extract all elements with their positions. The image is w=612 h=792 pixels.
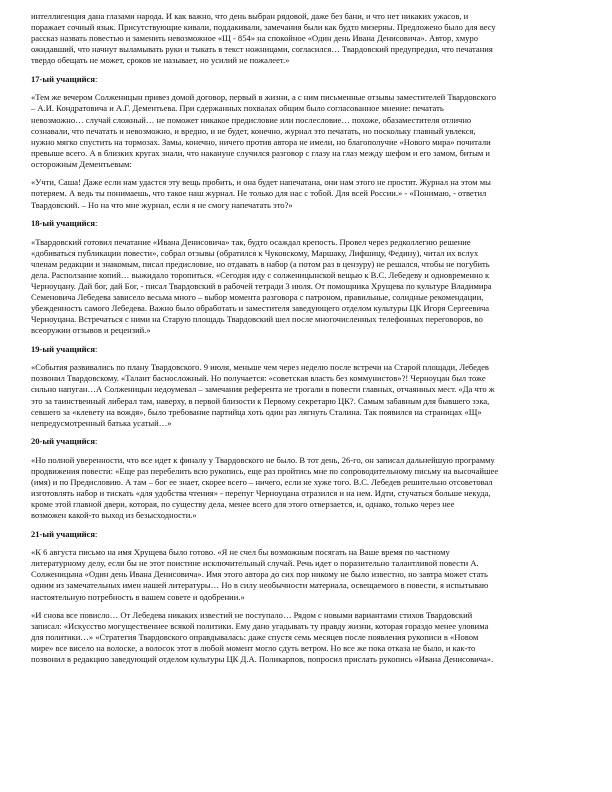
paragraph-line: возможен какой-то выход из безысходности.» xyxy=(31,510,197,521)
paragraph-line: превыше всего. А в близких кругах знали, что накануне случился разговор с глазу на глаз между шефом и его замом, битым и xyxy=(31,147,490,158)
paragraph-line: «Твардовский готовил печатание «Ивана Денисовича» так, будто осаждал крепость. Провел через редколлегию решение xyxy=(31,236,471,247)
paragraph xyxy=(31,92,586,170)
paragraph-line: «События развивались по плану Твардовского. 9 июля, меньше чем через неделю после встречи на Старой площади, Лебедев xyxy=(31,362,489,373)
paragraph-line: позвонил в редакцию заведующий отделом культуры ЦК Д.А. Поликарпов, попросил прислать рукопись «Ивана Денисовича». xyxy=(31,654,494,665)
paragraph-line: рассказ назвать повестью и заменить невозможное «Щ - 854» на спокойное «Один день Ивана Денисовича». Автор, хмуро xyxy=(31,33,478,44)
paragraph-line: Твардовский. – Но на что мне журнал, если я не смогу напечатать это?» xyxy=(31,199,293,210)
student-heading-label: 21-ый учащийся xyxy=(31,528,95,539)
student-heading xyxy=(31,344,586,355)
student-heading-colon: : xyxy=(94,218,98,229)
student-heading-colon: : xyxy=(94,528,98,539)
paragraph-line: это за таинственный либерал там, наверху, в первой близости к Первому секретарю ЦК?. Самым забавным для бывшего зэка, xyxy=(31,395,490,406)
paragraph xyxy=(31,547,586,602)
paragraph-line: настоятельную потребность в вашем совете и одобрении.» xyxy=(31,591,245,602)
paragraph-line: – А.И. Кондратовича и А.Г. Дементьева. При сдержанных похвалах общим было согласованное мнение: печатать xyxy=(31,103,444,114)
paragraph-line: нужно мягко спустить на тормозах. Замы, конечно, ничего против автора не имели, но благополучие «Нового мира» почитали xyxy=(31,136,491,147)
paragraph-line: «Но полной уверенности, что все идет к финалу у Твардовского не было. В тот день, 26-го, он записал дальнейшую программу xyxy=(31,454,495,465)
student-heading xyxy=(31,74,586,85)
paragraph-line: всеоружии отзывов и рецензий.» xyxy=(31,325,151,336)
paragraph-line: убежденность самого Лебедева. Важно было обработать и заместителя заведующего отделом культуры ЦК Игоря Сергеевича xyxy=(31,303,490,314)
paragraph-line: интеллигенция дана глазами народа. И как важно, что день выбран рядовой, даже без бани, и что нет никаких ужасов, и xyxy=(31,11,469,21)
student-heading-label: 20-ый учащийся xyxy=(31,436,95,447)
paragraph-line: Черноуцану. Дай бог, дай Бог, - писал Твардовский в рабочей тетради 3 июля. От помощника Хрущева по культуре Владимира xyxy=(31,280,492,291)
paragraph xyxy=(31,11,586,66)
paragraph-line: осторожным Дементьевым: xyxy=(31,158,132,169)
paragraph-line: поражает сочный язык. Присутствующие кивали, поддакивали, замечания были как будто мизерны. Предложено было для весу xyxy=(31,22,496,33)
student-heading-colon: : xyxy=(94,436,98,447)
student-heading-label: 19-ый учащийся xyxy=(31,343,95,354)
paragraph-line: сознавали, что печатать и невозможно, и вредно, и не будет, конечно, журнал это печатать, но поскольку главный увлекся, xyxy=(31,125,476,136)
paragraph-line: записал: «Искусство могущественнее всякой политики. Ему дано угадывать ту правду жизни, которая гораздо менее уловима xyxy=(31,621,489,632)
paragraph-line: непредусмотренный батька усатый…» xyxy=(31,417,172,428)
paragraph-line: членам редакции и знакомым, писал предисловие, но отдавать в набор (а потом раз в цензуру) не решался, чтобы не погубить xyxy=(31,258,490,269)
student-heading xyxy=(31,529,586,540)
student-heading-colon: : xyxy=(94,73,98,84)
paragraph xyxy=(31,362,586,429)
paragraph-line: «Тем же вечером Солженицын привез домой договор, первый в жизни, а с ним письменные отзывы заместителей Твардовского xyxy=(31,92,497,103)
paragraph-line: сильно напуган…А Солженицын недоумевал – замечания референта не трогали в повести главных, отчаянных мест. «Да что ж xyxy=(31,384,495,395)
paragraph xyxy=(31,610,586,665)
student-heading-label: 18-ый учащийся xyxy=(31,218,95,229)
paragraph-line: «добиваться публикации повести», собрал отзывы (обратился к Чуковскому, Маршаку, Лифшицу, Федину), читал их вслух xyxy=(31,247,479,258)
student-heading xyxy=(31,218,586,229)
paragraph-line: «Учти, Саша! Даже если нам удастся эту вещь пробить, и она будет напечатана, они нам этого не простят. Журнал на этом мы xyxy=(31,177,491,188)
paragraph xyxy=(31,237,586,337)
student-heading-label: 17-ый учащийся xyxy=(31,73,95,84)
paragraph-line: продвижения повести: «Еще раз перебелить всю рукопись, еще раз пройтись мне по сопроводительному письму на высочайшее xyxy=(31,465,499,476)
paragraph-line: севшего за «клевету на вождя», было требование партийца хоть один раз лягнуть Сталина. Так появился на страницах «Щ» xyxy=(31,406,482,417)
paragraph-line: изготовлять набор и тискать «для удобства чтения» - перепуг Черноуцана отразился и на нем. Идти, стучаться больше некуда, xyxy=(31,487,491,498)
student-heading xyxy=(31,436,586,447)
paragraph-line: Семеновича Лебедева зависело весьма много – выбор момента разговора с патроном, правильные, солидные рекомендации, xyxy=(31,292,484,303)
paragraph-line: Черноуцана. Встречаться с ними на Старую площадь Твардовский шел после многочисленных телефонных переговоров, во xyxy=(31,314,483,325)
paragraph-line: потеряем. А ведь ты понимаешь, что такое наш журнал. Не только для нас с тобой. Для всей России.» - «Понимаю, - ответил xyxy=(31,188,487,199)
paragraph-line: твердо обещать не может, сроков не называет, но усилий не пожалеет.» xyxy=(31,55,290,66)
paragraph-line: невозможно… случай сложный… не поможет никакое предисловие или послесловие… похоже, обазаместителя отлично xyxy=(31,114,472,125)
paragraph-line: «К 6 августа письмо на имя Хрущева было готово. «Я не счел бы возможным посягать на Ваше время по частному xyxy=(31,547,450,558)
paragraph-line: «И снова все повисло… От Лебедева никаких известий не поступало… Рядом с новыми вариантами стихов Твардовский xyxy=(31,610,473,620)
paragraph-line: позвонил Твардовскому. «Талант басносложный. Но получается: «советская власть без коммунистов»?! Черноуцан был тоже xyxy=(31,373,486,384)
paragraph-line: (имя) и по Предисловию. А там – бог ее знает, скорее всего – ничего, если не хуже того. В.С. Лебедев решительно отсоветовал xyxy=(31,476,493,487)
paragraph xyxy=(31,455,586,522)
paragraph-line: ожидавший, что начнут выламывать руки и тыкать в текст ножницами, согласился… Твардовский предупредил, что печатания xyxy=(31,44,493,55)
paragraph-line: Солженицына «Один день Ивана Денисовича». Имя этого автора до сих пор никому не было известно, но завтра может стать xyxy=(31,569,488,580)
paragraph-line: кроме этой главной двери, которая, по существу дела, менее всего для этого отверзается, и, однако, только через нее xyxy=(31,499,455,510)
student-heading-colon: : xyxy=(94,343,98,354)
paragraph-line: мире» все висело на волоске, а волосок этот в любой момент могло сдуть ветром. Но все же пока отказа не было, и как-то xyxy=(31,643,476,654)
paragraph-line: одним из замечательных имен нашей литературы… Но в силу необычности материала, освещаемого в повести, я испытываю xyxy=(31,580,489,591)
paragraph-line: литературному делу, если бы не этот поистине исключительный случай. Речь идет о поразительно талантливой повести А. xyxy=(31,558,479,569)
paragraph xyxy=(31,177,586,210)
paragraph-line: для политики…» «Стратегия Твардовского оправдывалась: даже спустя семь месяцев после появления рукописи в «Новом xyxy=(31,632,479,643)
paragraph-line: дела. Расползание копий… выжидало торопиться. «Сегодня иду с солженицынской вещью к В.С. Лебедеву и одновременно к xyxy=(31,269,490,280)
